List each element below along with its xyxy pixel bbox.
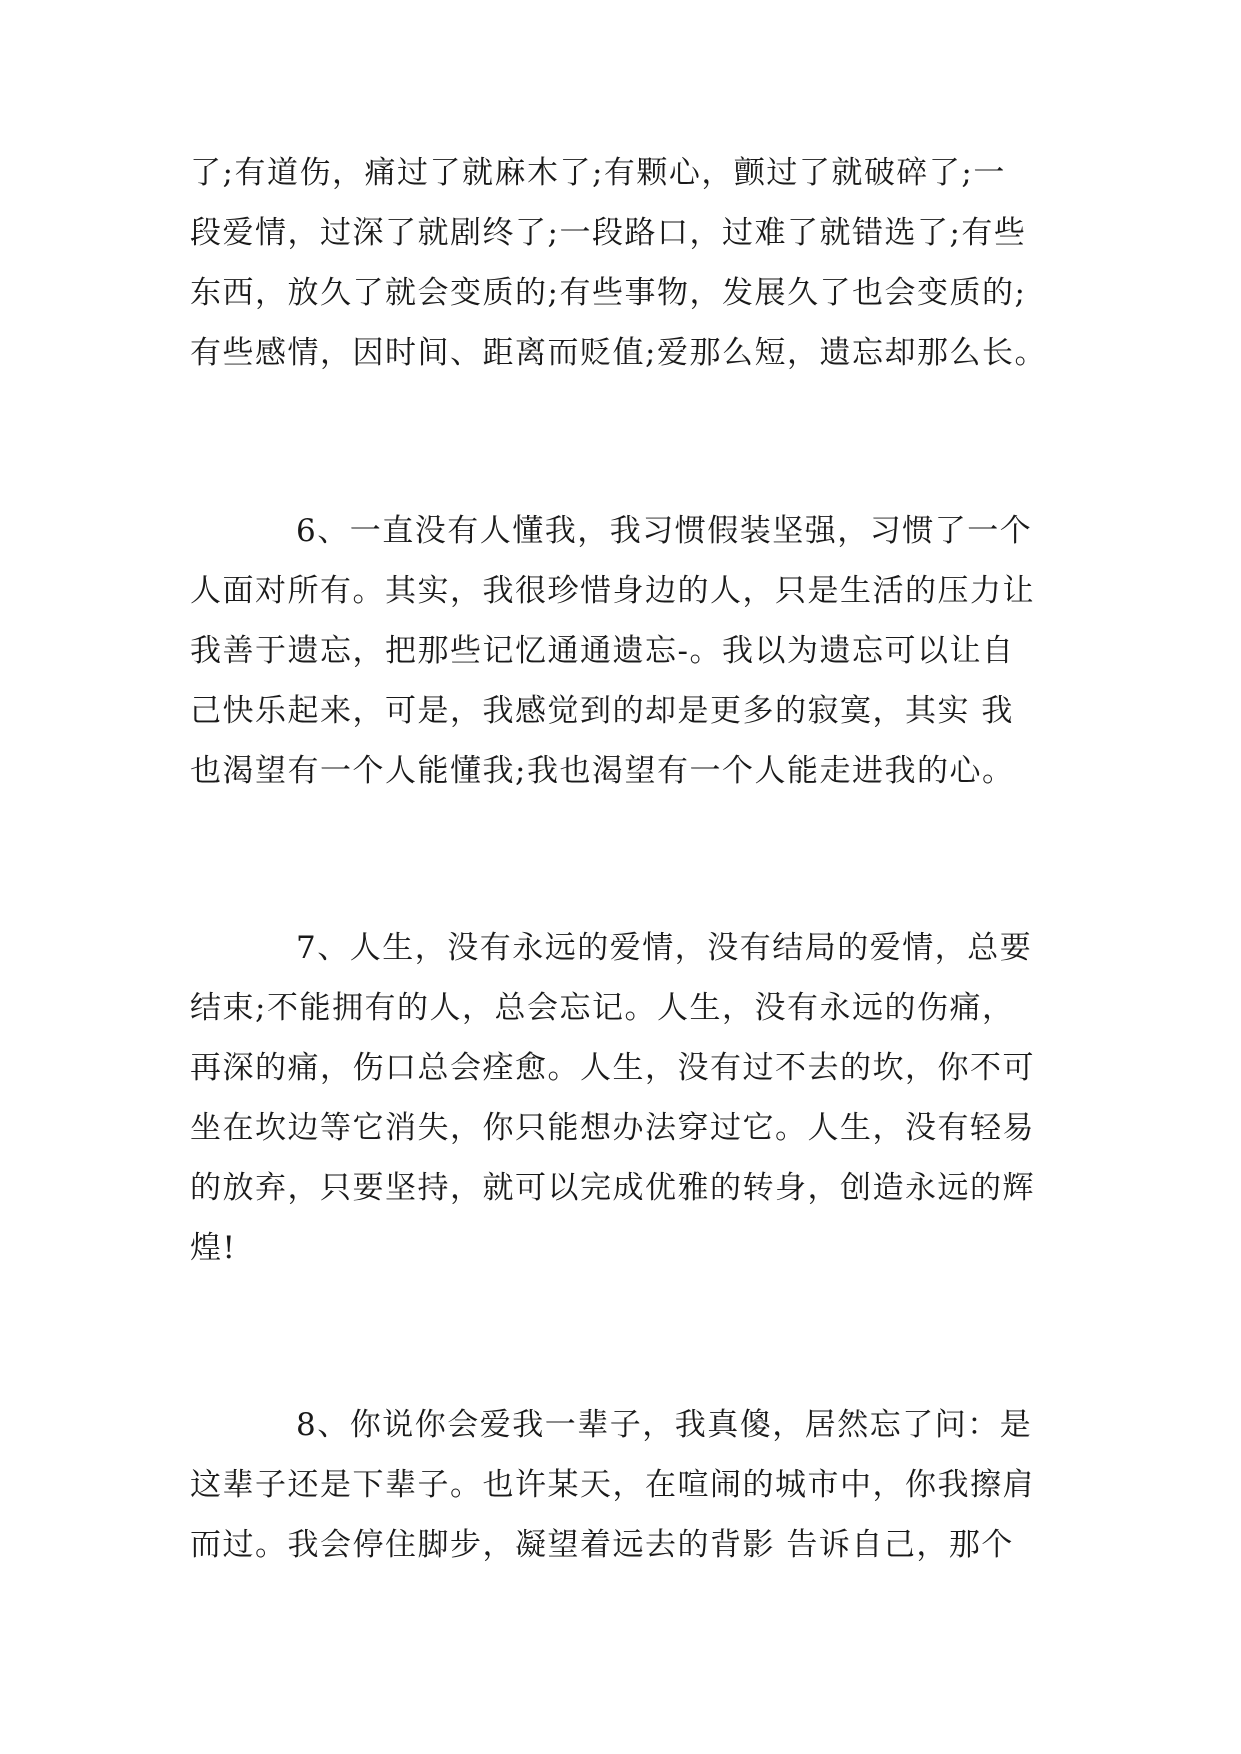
text-line: 煌! (190, 1230, 237, 1266)
text-line: 坐在坎边等它消失，你只能想办法穿过它。人生，没有轻易 (190, 1110, 1035, 1146)
text-line: 的放弃，只要坚持，就可以完成优雅的转身，创造永远的辉 (190, 1170, 1035, 1206)
text-line: 6、一直没有人懂我，我习惯假装坚强，习惯了一个 (296, 513, 1033, 549)
text-line: 8、你说你会爱我一辈子，我真傻，居然忘了问：是 (296, 1407, 1033, 1443)
text-line: 段爱情，过深了就剧终了;一段路口，过难了就错选了;有些 (190, 215, 1027, 251)
text-line: 己快乐起来，可是，我感觉到的却是更多的寂寞，其实 我 (190, 693, 1014, 729)
text-line: 这辈子还是下辈子。也许某天，在喧闹的城市中，你我擦肩 (190, 1467, 1035, 1503)
text-line: 7、人生，没有永远的爱情，没有结局的爱情，总要 (296, 930, 1033, 966)
text-line: 再深的痛，伤口总会痊愈。人生，没有过不去的坎，你不可 (190, 1050, 1035, 1086)
text-line: 人面对所有。其实，我很珍惜身边的人，只是生活的压力让 (190, 573, 1035, 609)
text-line: 而过。我会停住脚步，凝望着远去的背影 告诉自己，那个 (190, 1527, 1014, 1563)
text-line: 也渴望有一个人能懂我;我也渴望有一个人能走进我的心。 (190, 753, 1015, 789)
text-line: 我善于遗忘，把那些记忆通通遗忘-。我以为遗忘可以让自 (190, 633, 1015, 669)
text-line: 了;有道伤，痛过了就麻木了;有颗心，颤过了就破碎了;一 (190, 155, 1006, 191)
text-line: 有些感情，因时间、距离而贬值;爱那么短，遗忘却那么长。 (190, 335, 1047, 371)
text-line: 结束;不能拥有的人，总会忘记。人生，没有永远的伤痛， (190, 990, 1015, 1026)
text-line: 东西，放久了就会变质的;有些事物，发展久了也会变质的; (190, 275, 1027, 311)
